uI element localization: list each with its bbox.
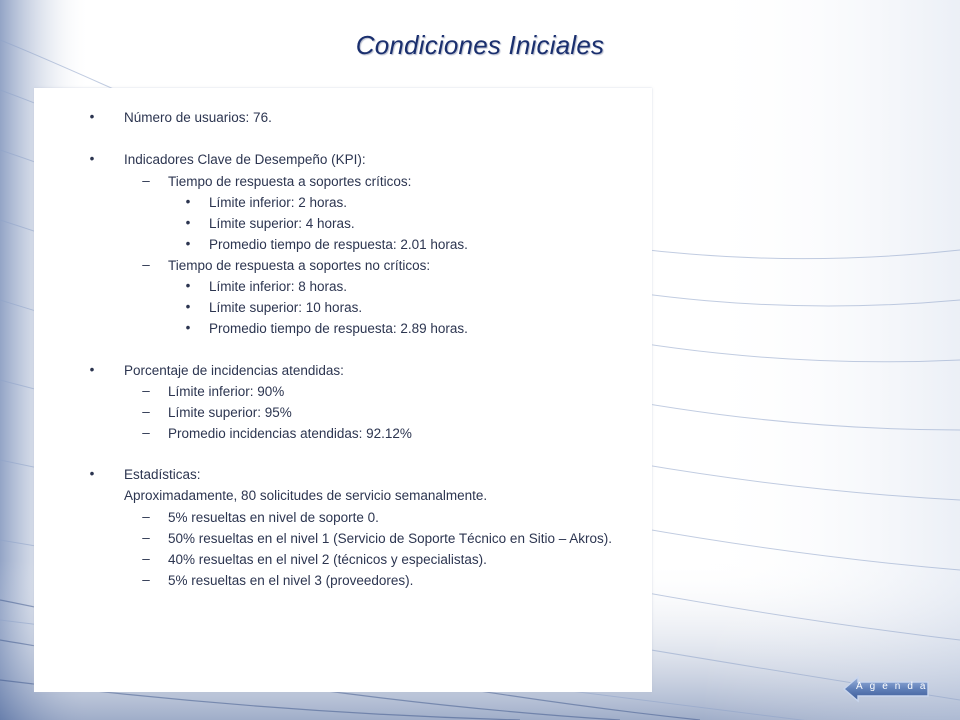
no-criticos-heading: Tiempo de respuesta a soportes no críticos: bbox=[168, 258, 431, 273]
no-criticos-item: Límite superior: 10 horas. bbox=[209, 300, 363, 315]
dash-icon: – bbox=[142, 173, 150, 188]
bullet-icon: • bbox=[89, 466, 95, 481]
no-criticos-item: Límite inferior: 8 horas. bbox=[209, 279, 348, 294]
page-title: Condiciones Iniciales bbox=[355, 30, 605, 60]
dash-icon: – bbox=[142, 257, 150, 272]
criticos-item: Límite superior: 4 horas. bbox=[209, 216, 355, 231]
porcentaje-item: Límite inferior: 90% bbox=[168, 384, 285, 399]
bullet-icon: • bbox=[185, 194, 191, 209]
estadisticas-item: 5% resueltas en el nivel 3 (proveedores). bbox=[168, 573, 414, 588]
estadisticas-item: 40% resueltas en el nivel 2 (técnicos y especialistas). bbox=[168, 552, 487, 567]
criticos-heading: Tiempo de respuesta a soportes críticos: bbox=[168, 174, 412, 189]
bullet-icon: • bbox=[89, 362, 95, 377]
porcentaje-heading: Porcentaje de incidencias atendidas: bbox=[124, 363, 344, 378]
kpi-heading: Indicadores Clave de Desempeño (KPI): bbox=[124, 152, 366, 167]
bullet-icon: • bbox=[185, 215, 191, 230]
dash-icon: – bbox=[142, 404, 150, 419]
estadisticas-item: 50% resueltas en el nivel 1 (Servicio de Soporte Técnico en Sitio – Akros). bbox=[168, 531, 612, 546]
bullet-icon: • bbox=[185, 278, 191, 293]
criticos-item: Promedio tiempo de respuesta: 2.01 horas. bbox=[209, 237, 468, 252]
bullet-icon: • bbox=[185, 320, 191, 335]
usuarios-text: Número de usuarios: 76. bbox=[124, 110, 272, 125]
bullet-icon: • bbox=[89, 151, 95, 166]
no-criticos-item: Promedio tiempo de respuesta: 2.89 horas. bbox=[209, 321, 468, 336]
agenda-button[interactable] bbox=[842, 675, 933, 703]
dash-icon: – bbox=[142, 509, 150, 524]
dash-icon: – bbox=[142, 383, 150, 398]
estadisticas-item: 5% resueltas en nivel de soporte 0. bbox=[168, 510, 379, 525]
criticos-item: Límite inferior: 2 horas. bbox=[209, 195, 348, 210]
agenda-label: Agenda bbox=[856, 681, 933, 692]
bullet-icon: • bbox=[185, 236, 191, 251]
porcentaje-item: Promedio incidencias atendidas: 92.12% bbox=[168, 426, 412, 441]
dash-icon: – bbox=[142, 425, 150, 440]
dash-icon: – bbox=[142, 551, 150, 566]
porcentaje-item: Límite superior: 95% bbox=[168, 405, 292, 420]
bullet-icon: • bbox=[185, 299, 191, 314]
bullet-icon: • bbox=[89, 109, 95, 124]
estadisticas-summary: Aproximadamente, 80 solicitudes de servicio semanalmente. bbox=[124, 488, 488, 503]
estadisticas-heading: Estadísticas: bbox=[124, 467, 201, 482]
dash-icon: – bbox=[142, 530, 150, 545]
dash-icon: – bbox=[142, 572, 150, 587]
